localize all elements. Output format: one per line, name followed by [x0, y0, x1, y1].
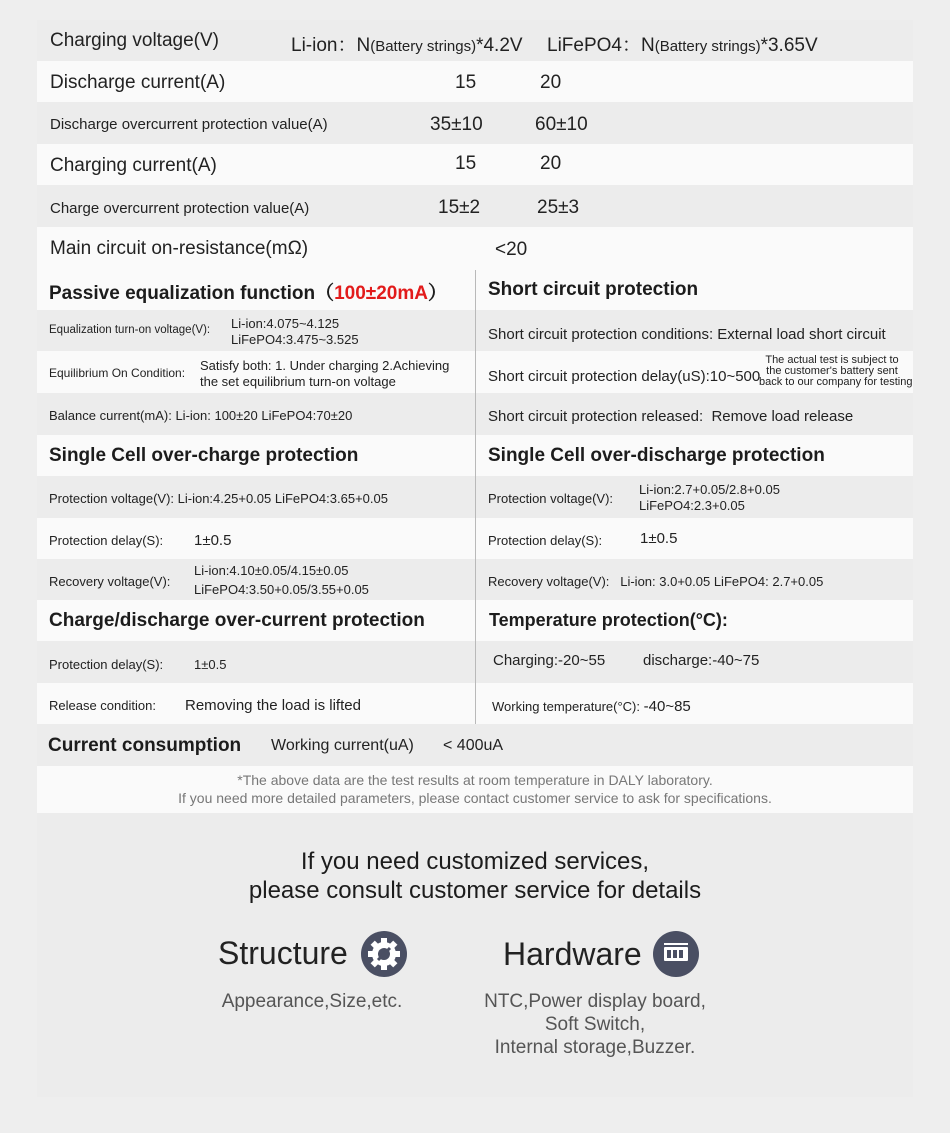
hardware-desc [457, 990, 733, 1059]
balance-value: Li-ion: 100±20 LiFePO4:70±20 [175, 408, 353, 423]
overcharge-title: Single Cell over-charge protection [49, 445, 359, 466]
temperature-charging: Charging:-20~55 [493, 652, 606, 669]
hardware-desc-line2: Soft Switch, [544, 1014, 646, 1035]
release-value: Removing the load is lifted [185, 697, 361, 714]
overcharge-voltage [49, 491, 388, 506]
turn-on-label: Equalization turn-on voltage(V): [49, 324, 211, 336]
liion-label: Li-ion： [291, 35, 357, 56]
footnote-line2: If you need more detailed parameters, please contact customer service to ask for specifications. [178, 790, 772, 806]
liion-value: 15 [455, 153, 477, 174]
turn-on-lfp: LiFePO4:3.475~3.525 [231, 332, 359, 347]
lfp-voltage [547, 30, 818, 57]
overdischarge-recovery [488, 574, 823, 589]
lfp-value: 25±3 [537, 197, 580, 218]
temperature-discharge: discharge:-40~75 [643, 652, 760, 669]
balance-current [49, 408, 352, 423]
hardware-desc-line1: NTC,Power display board, [484, 991, 706, 1012]
liion-value: 35±10 [430, 114, 483, 135]
overdischarge-voltage-line2: LiFePO4:2.3+0.05 [639, 498, 745, 513]
footnote [37, 766, 913, 813]
spec-label: Discharge current(A) [50, 72, 226, 93]
short-circuit-conditions [488, 326, 886, 343]
spec-label: Charging current(A) [50, 155, 217, 176]
spec-row-charging-voltage [37, 20, 913, 61]
note-line1: The actual test is subject to [765, 354, 899, 366]
release-label: Release condition: [49, 698, 156, 713]
condition-line2: the set equilibrium turn-on voltage [200, 374, 396, 389]
hardware-desc-line3: Internal storage,Buzzer. [494, 1037, 696, 1058]
liion-strings: (Battery strings) [370, 38, 477, 55]
note-line2: the customer's battery sent [766, 365, 898, 377]
spec-label: Main circuit on-resistance(mΩ) [50, 238, 309, 259]
liion-n: N [356, 35, 371, 56]
lfp-n: N [640, 35, 655, 56]
released-label: Short circuit protection released: [488, 408, 704, 425]
overdischarge-title: Single Cell over-discharge protection [488, 445, 825, 466]
consumption-value: < 400uA [443, 737, 504, 754]
overcurrent-delay-value: 1±0.5 [194, 657, 227, 672]
overdischarge-voltage-line1: Li-ion:2.7+0.05/2.8+0.05 [639, 482, 780, 497]
spec-row-discharge-current [37, 61, 913, 102]
chip-icon [653, 931, 699, 977]
lfp-value: 60±10 [535, 114, 588, 135]
overcurrent-delay-label: Protection delay(S): [49, 657, 164, 672]
condition-label: Equilibrium On Condition: [49, 366, 186, 380]
overdischarge-voltage-label: Protection voltage(V): [488, 491, 614, 506]
overcharge-recovery-line1: Li-ion:4.10±0.05/4.15±0.05 [194, 563, 349, 578]
overcharge-recovery-line2: LiFePO4:3.50+0.05/3.55+0.05 [194, 582, 369, 597]
consumption-title: Current consumption [48, 735, 242, 756]
customize-line2: please consult customer service for details [248, 877, 702, 904]
lfp-strings: (Battery strings) [654, 38, 761, 55]
overcharge-recovery-label: Recovery voltage(V): [49, 574, 171, 589]
spec-label: Charge overcurrent protection value(A) [50, 200, 310, 217]
equalization-title-end: ） [427, 283, 447, 304]
working-temperature-value: -40~85 [643, 698, 691, 715]
voltage-label: Protection voltage(V): [49, 491, 175, 506]
recovery-value: Li-ion: 3.0+0.05 LiFePO4: 2.7+0.05 [620, 574, 824, 589]
recovery-label: Recovery voltage(V): [488, 574, 610, 589]
liion-voltage [291, 30, 523, 57]
equalization-title [49, 278, 447, 305]
turn-on-liion: Li-ion:4.075~4.125 [231, 316, 340, 331]
spec-label: Discharge overcurrent protection value(A) [50, 116, 328, 133]
balance-label: Balance current(mA): [49, 408, 172, 423]
spec-row-charge-overcurrent [37, 185, 913, 227]
customize-line1: If you need customized services, [300, 848, 650, 875]
temperature-title: Temperature protection(°C): [489, 610, 728, 630]
resistance-value: <20 [495, 239, 528, 260]
short-circuit-released [488, 408, 853, 425]
overcharge-delay-label: Protection delay(S): [49, 533, 164, 548]
condition-line1: Satisfy both: 1. Under charging 2.Achieving [200, 358, 450, 373]
lfp-value: 20 [540, 72, 562, 93]
spec-row-on-resistance [37, 227, 913, 269]
overdischarge-delay-label: Protection delay(S): [488, 533, 603, 548]
spec-row-discharge-overcurrent [37, 102, 913, 144]
lfp-value: *3.65V [760, 35, 818, 56]
footnote-line1: *The above data are the test results at room temperature in DALY laboratory. [237, 772, 713, 788]
spec-label: Charging voltage(V) [50, 30, 219, 51]
consumption-row [37, 724, 913, 766]
lfp-value: 20 [540, 153, 562, 174]
overcurrent-title: Charge/discharge over-current protection [49, 610, 425, 631]
liion-value: 15 [455, 72, 477, 93]
released-value: Remove load release [711, 408, 854, 425]
note-line3: back to our company for testing [759, 376, 913, 388]
liion-value: *4.2V [476, 35, 523, 56]
liion-value: 15±2 [438, 197, 481, 218]
hardware-title: Hardware [503, 936, 642, 972]
working-temperature-label: Working temperature(°C): [492, 699, 641, 714]
working-temperature [492, 698, 691, 715]
test-note [759, 354, 913, 388]
short-circuit-title: Short circuit protection [488, 279, 699, 300]
spec-row-charging-current [37, 144, 913, 185]
lfp-label: LiFePO4： [547, 35, 641, 56]
conditions-label: Short circuit protection conditions: [488, 326, 714, 343]
structure-title: Structure [218, 935, 348, 971]
customization-panel [37, 813, 913, 1097]
equalization-title-value: 100±20mA [334, 283, 428, 304]
equalization-title-text: Passive equalization function（ [49, 283, 335, 304]
structure-desc: Appearance,Size,etc. [221, 991, 403, 1012]
gear-icon [361, 931, 407, 977]
column-divider [475, 270, 476, 724]
voltage-value: Li-ion:4.25+0.05 LiFePO4:3.65+0.05 [177, 491, 388, 506]
overdischarge-delay-value: 1±0.5 [640, 530, 678, 547]
consumption-label: Working current(uA) [271, 737, 414, 754]
overcharge-delay-value: 1±0.5 [194, 532, 232, 549]
short-circuit-delay: Short circuit protection delay(uS):10~500 [488, 368, 761, 385]
conditions-value: External load short circuit [717, 326, 886, 343]
